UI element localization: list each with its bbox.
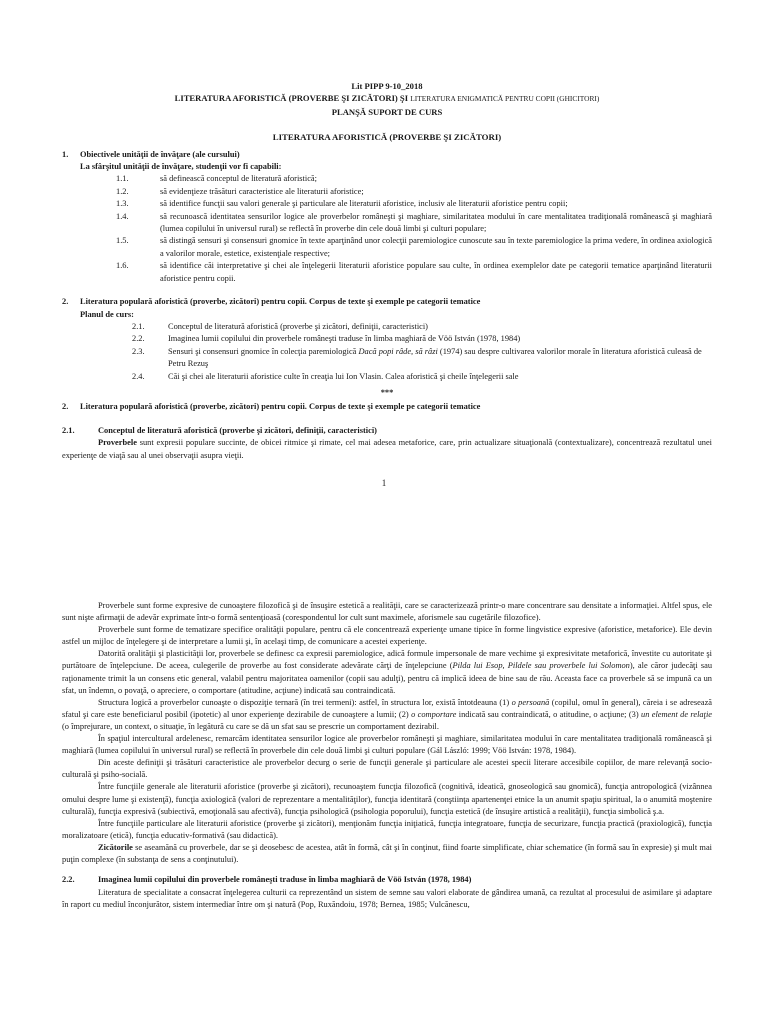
objective-text: să definească conceptul de literatură aforistică;: [160, 174, 317, 184]
paragraph-text: (o împrejurare, un context, o situaţie, în legătură cu care se dă un sfat sau se prescrie un comportament dezirabil.: [62, 721, 439, 731]
objectives-heading-text: Obiectivele unităţii de învăţare (ale cursului): [80, 149, 240, 159]
subsection-2-2-text: Imaginea lumii copilului din proverbele româneşti traduse în limba maghiară de Vöö István (1978, 1984): [98, 875, 472, 885]
objective-item: [62, 260, 712, 285]
plan-label: Planul de curs:: [80, 309, 134, 319]
plan-number: 2.3.: [132, 346, 145, 356]
objective-number: 1.1.: [116, 174, 129, 184]
title-bold-part: LITERATURA AFORISTICĂ (PROVERBE ŞI ZICĂTORI) ŞI: [174, 93, 409, 104]
paragraph-text: ), ale căror judecăţi sau raţionamente trimit la un consens etic general, valabil pentru majoritatea oamenilor (copii sau adulţi), pentru că implică ideea de bine sau de rău. Aceasta face ca proverbele să se impună ca un sfat, un îndemn, o povaţă, o apreciere, o comportare (atitudine, acţiune) indicată sau contraindicată.: [62, 661, 713, 695]
page-number: 1: [381, 478, 387, 488]
paragraph-italic: un element de relaţie: [641, 709, 712, 719]
plan-text-after: (1974) sau despre cultivarea valorilor morale în literatura aforistică culeasă de Petru Rezuş: [168, 346, 702, 369]
section-two-heading-text: Literatura populară aforistică (proverbe, zicători) pentru copii. Corpus de texte şi exemple pe categorii tematice: [80, 297, 481, 307]
paragraph: [62, 697, 712, 733]
paragraph-italic: o comportare: [411, 709, 457, 719]
objective-item: [62, 235, 712, 260]
paragraph: Proverbele sunt forme de tematizare specifice oralităţii populare, pentru că ele concentrează experienţe umane tipice în forme lingvistice expresive (aforistice, metaforice). Ele devin astfel un mijloc de înţelegere şi de interpretare a lumii şi, în acelaşi timp, de comunicare a acestei experienţe.: [62, 625, 712, 647]
objective-item: [62, 211, 712, 236]
paragraph: [62, 842, 712, 866]
objectives-heading: [62, 149, 712, 161]
paragraph: Între funcţiile generale ale literaturii aforistice (proverbe şi zicători), recunoaştem funcţia filozofică (cognitivă, ideatică, gnoseologică sau gnomică), funcţia antropologică (vizânnea omului despre lume şi existenţă), funcţia axiologică (valori de reprezentare a mentalităţilor), funcţia identitară (conştiinţa apartenenţei etnice la un anumit spaţiu spiritual, la o anumită moştenire culturală), funcţia expresivă (subiectivă, emoţională sau afectivă), funcţia psihologică (psihologia poporului), funcţia estetică (de însuşire artistică a realităţii), funcţia simbolică ş.a.: [62, 782, 712, 816]
plan-number: 2.4.: [132, 371, 145, 381]
section-two-heading: [62, 296, 712, 308]
title-rest-part: LITERATURA ENIGMATICĂ PENTRU COPII (GHICITORI): [410, 94, 600, 104]
paragraph: [62, 648, 712, 696]
objective-item: [62, 198, 712, 210]
section-two-heading-repeat: [62, 401, 712, 413]
paragraph: Proverbele sunt forme expresive de cunoaştere filozofică şi de însuşire estetică a realităţii, care se caracterizează printr-o mare concentrare sau densitate a informaţiei. Altfel spus, ele sunt nişte afirmaţii de adevăr exprimate într-o formă sentenţioasă (corespondentul lor cult sunt maximele, aforismele sau cugetările filozofice).: [62, 601, 712, 623]
proverb-definition: [62, 437, 712, 462]
objectives-number: 1.: [62, 149, 69, 159]
objective-text: să recunoască identitatea sensurilor logice ale proverbelor româneşti şi maghiare, similaritatea modului în care mentalitatea tradiţională românească şi maghiară (lumea copilului în universul rural) se reflectă în proverbe din cele două limbi şi culturi populare;: [160, 211, 712, 234]
zicatori-term: Zicătorile: [98, 842, 133, 852]
section-two-number: 2.: [62, 297, 69, 307]
paragraph-italic: Pilda lui Esop, Pildele sau proverbele lui Solomon: [452, 661, 630, 671]
proverb-term: Proverbele: [98, 438, 137, 448]
plan-text-before: Sensuri şi consensuri gnomice în colecţia paremiologică: [168, 346, 359, 356]
plan-text-italic: Dacă popi râde, să râzi: [358, 346, 438, 356]
plan-item: [62, 346, 712, 371]
objective-item: [62, 173, 712, 185]
objective-text: să evidenţieze trăsături caracteristice ale literaturii aforistice;: [160, 186, 364, 196]
paragraph-text: Datorită oralităţii şi plasticităţii lor, proverbele se definesc ca expresii paremiologice, adică formule impersonale de mare vechime şi expresivitate metaforică, învestite cu autoritate şi purtătoare de înţelepciune. De aceea, culegerile de proverbe au fost considerate adevărate cărţi de înţelepciune (: [62, 649, 712, 671]
plan-item: [62, 371, 712, 383]
plan-text: Conceptul de literatură aforistică (proverbe şi zicători, definiţii, caracteristici): [168, 321, 428, 331]
subsection-2-1-number: 2.1.: [62, 425, 75, 435]
objective-item: [62, 186, 712, 198]
paragraph: Literatura de specialitate a consacrat înţelegerea culturii ca reprezentând un sistem de semne sau valori elaborate de gândirea umană, ca rezultat al procesului de asimilare şi adaptare în raport cu mediul înconjurător, sistem intermediar între om şi natură (Pop, Ruxăndoiu, 1978; Bernea, 1985; Vulcănescu,: [62, 888, 712, 910]
paragraph-italic: o persoană: [511, 697, 550, 707]
paragraph: În spaţiul intercultural ardelenesc, remarcăm identitatea sensurilor logice ale proverbelor româneşti şi maghiare, similaritatea modului în care mentalitatea tradiţională românească şi maghiară (lumea copilului în universul rural) se reflectă în proverbele din cele două limbi şi culturi populare (Gál László: 1999; Vöö István: 1978, 1984).: [62, 734, 712, 756]
objective-number: 1.6.: [116, 261, 129, 271]
section-two-repeat-text: Literatura populară aforistică (proverbe, zicători) pentru copii. Corpus de texte şi exemple pe categorii tematice: [80, 402, 481, 412]
paragraph-text: indicată sau contraindicată, o atitudine, o acţiune; (3): [456, 709, 641, 719]
subsection-2-2-heading: [62, 874, 712, 886]
page-one-content: [62, 80, 712, 462]
objective-text: să identifice funcţii sau valori generale şi particulare ale literaturii aforistice, inclusiv ale literaturii aforistice pentru copii;: [160, 199, 568, 209]
course-plan-block: [62, 296, 712, 383]
objectives-block: [62, 149, 712, 285]
document-subtitle: PLANŞĂ SUPORT DE CURS: [331, 106, 443, 117]
plan-text: Căi şi chei ale literaturii aforistice culte în creaţia lui Ion Vlasin. Calea aforistică şi cheile înţelegerii sale: [168, 371, 519, 381]
plan-item: [62, 333, 712, 345]
objective-number: 1.3.: [116, 199, 129, 209]
section-separator: ***: [380, 387, 394, 397]
plan-number: 2.1.: [132, 321, 145, 331]
section-title: LITERATURA AFORISTICĂ (PROVERBE ŞI ZICĂTORI): [272, 132, 502, 143]
plan-text: [168, 346, 712, 371]
plan-item: [62, 321, 712, 333]
subsection-2-1-text: Conceptul de literatură aforistică (proverbe şi zicători, definiţii, caracteristici): [98, 425, 377, 435]
course-reference: Lit PIPP 9-10_2018: [351, 81, 423, 91]
document-title: [62, 92, 712, 105]
subsection-2-2-number: 2.2.: [62, 875, 75, 885]
page-two-content: [62, 600, 712, 911]
proverb-definition-text: sunt expresii populare succinte, de obicei ritmice şi rimate, cel mai adesea metaforice, care, prin actualizare situaţională (contextualizare), concentrează rezultatul unei experienţe de viaţă sau al unei observaţii asupra vieţii.: [62, 438, 712, 460]
objectives-lead: La sfârşitul unităţii de învăţare, studenţii vor fi capabili:: [80, 162, 282, 172]
section-two-repeat-number: 2.: [62, 402, 69, 412]
plan-text: Imaginea lumii copilului din proverbele româneşti traduse în limba maghiară de Vöö István (1978, 1984): [168, 334, 521, 344]
paragraph-text: Structura logică a proverbelor cunoaşte o dispoziţie ternară (în trei termeni): astfel, în structura lor, există întotdeauna (1): [98, 697, 512, 707]
objective-number: 1.5.: [116, 236, 129, 246]
plan-number: 2.2.: [132, 334, 145, 344]
paragraph: Între funcţiile particulare ale literaturii aforistice (proverbe şi zicători), menţionăm funcţia iniţiatică, funcţia integratoare, funcţia de securizare, funcţia practică (praxiologică), funcţia moralizatoare (etică), funcţia educativ-formativă (sau didactică).: [62, 818, 712, 840]
objective-text: să identifice căi interpretative şi chei ale înţelegerii literaturii aforistice populare sau culte, în ordinea exemplelor date pe categorii tematice aparţinând literaturii aforistice pentru copii.: [160, 261, 712, 283]
paragraph: Din aceste definiţii şi trăsături caracteristice ale proverbelor decurg o serie de funcţii generale şi particulare ale acestei specii literare accesibile copiilor, de mare relevanţă socio-culturală şi psiho-socială.: [62, 758, 712, 780]
subsection-2-1-heading: [62, 425, 712, 437]
paragraph-text: (copilul, omul în general), căreia i se adresează sfatul şi care este beneficiarul posibil (ipotetic) al unor experienţe dezirabile de cunoaştere a lumii; (2): [62, 697, 712, 719]
objective-number: 1.4.: [116, 211, 129, 221]
objective-number: 1.2.: [116, 186, 129, 196]
objective-text: să distingă sensuri şi consensuri gnomice în texte aparţinând unor colecţii paremiologice cunoscute sau în texte paremiologice la prima vedere, în ordinea axiologică a valorilor morale, estetice, existenţiale respective;: [160, 236, 712, 258]
paragraph-text: se aseamănă cu proverbele, dar se şi deosebesc de acestea, atât în formă, cât şi în conţinut, fiind foarte simplificate, chiar schematice (în formă sau în expresie) şi mult mai puţin complexe (în substanţa de sens a conţinutului).: [62, 842, 712, 864]
